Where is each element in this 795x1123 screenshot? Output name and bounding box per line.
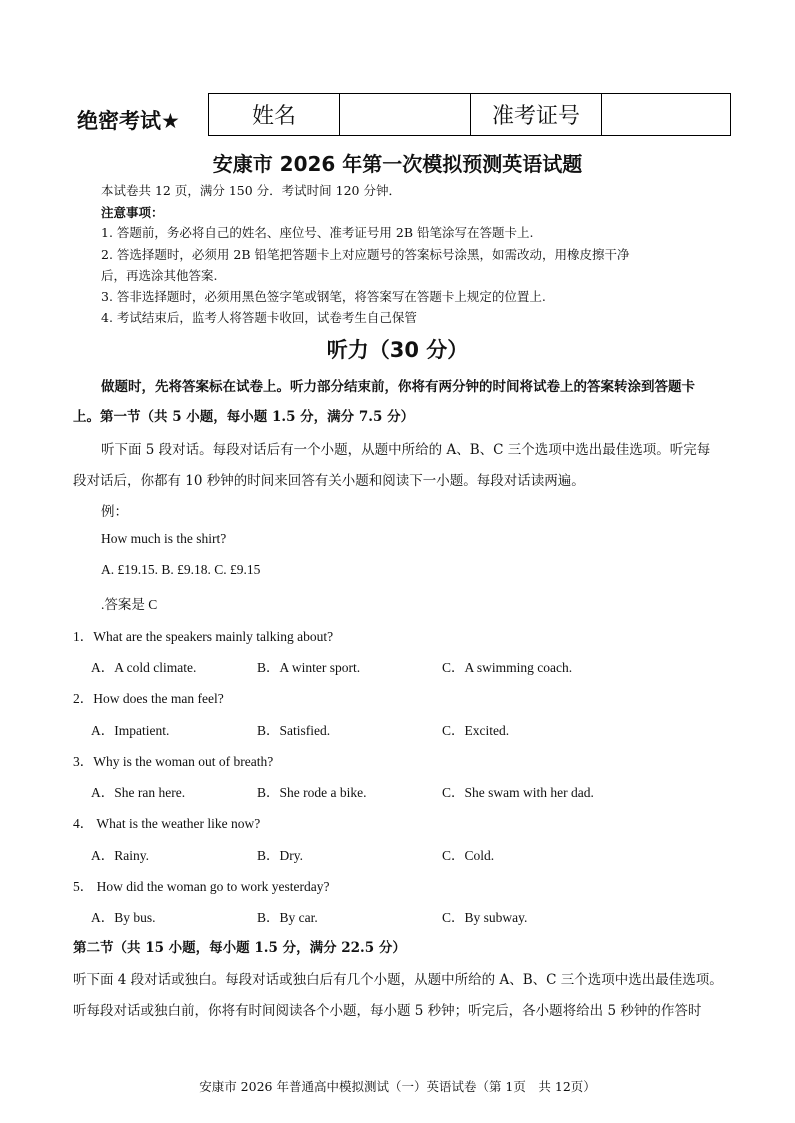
page-title: 安康市 2026 年第一次模拟预测英语试题 xyxy=(212,152,583,176)
notice-item: 2. 答选择题时，必须用 2B 铅笔把答题卡上对应题号的答案标号涂黑，如需改动，用橡皮擦干净 xyxy=(101,247,630,262)
name-field[interactable] xyxy=(340,94,471,136)
intro-text: 本试卷共 12 页，满分 150 分．考试时间 120 分钟． xyxy=(101,183,401,198)
option-a: A．Impatient. xyxy=(91,723,170,738)
option-b: B．A winter sport. xyxy=(257,660,361,675)
part2-description: 听每段对话或独白前，你将有时间阅读各个小题，每小题 5 秒钟；听完后，各小题将给出 5 秒钟的作答时 xyxy=(73,1003,702,1019)
notice-item: 3. 答非选择题时，必须用黑色签字笔或钢笔，将答案写在答题卡上规定的位置上. xyxy=(101,289,546,304)
question: 5． How did the woman go to work yesterday? xyxy=(73,879,330,894)
exam-id-label: 准考证号 xyxy=(471,94,602,136)
listening-instruction: 做题时，先将答案标在试卷上。听力部分结束前，你将有两分钟的时间将试卷上的答案转涂到答题卡 xyxy=(101,379,695,395)
exam-id-field[interactable] xyxy=(602,94,731,136)
example-question: How much is the shirt? xyxy=(101,531,227,546)
option-a: A．A cold climate. xyxy=(91,660,197,675)
question: 1．What are the speakers mainly talking about? xyxy=(73,629,334,644)
option-c: C．She swam with her dad. xyxy=(442,785,594,800)
option-b: B．By car. xyxy=(257,910,318,925)
option-c: C．A swimming coach. xyxy=(442,660,573,675)
example-options: A. £19.15. B. £9.18. C. £9.15 xyxy=(101,562,261,577)
option-c: C．Cold. xyxy=(442,848,495,863)
option-c: C．By subway. xyxy=(442,910,528,925)
candidate-info-table xyxy=(208,93,731,136)
option-a: A．By bus. xyxy=(91,910,156,925)
option-b: B．She rode a bike. xyxy=(257,785,367,800)
listening-heading: 听力（30 分） xyxy=(326,338,469,362)
example-answer: .答案是 C xyxy=(101,597,158,612)
notice-item: 1. 答题前，务必将自己的姓名、座位号、准考证号用 2B 铅笔涂写在答题卡上. xyxy=(101,225,534,240)
page-footer: 安康市 2026 年普通高中模拟测试（一）英语试卷（第 1页 共 12页） xyxy=(199,1079,596,1094)
listening-instruction: 上。第一节（共 5 小题，每小题 1.5 分，满分 7.5 分） xyxy=(73,409,415,425)
question: 3．Why is the woman out of breath? xyxy=(73,754,274,769)
part1-description: 段对话后，你都有 10 秒钟的时间来回答有关小题和阅读下一小题。每段对话读两遍。 xyxy=(73,473,585,489)
name-label: 姓名 xyxy=(209,94,340,136)
secret-label: 绝密考试★ xyxy=(77,109,180,133)
option-b: B．Dry. xyxy=(257,848,303,863)
example-label: 例： xyxy=(101,504,128,520)
question: 4． What is the weather like now? xyxy=(73,816,261,831)
part1-description: 听下面 5 段对话。每段对话后有一个小题，从题中所给的 A、B、C 三个选项中选出最佳选项。听完每 xyxy=(101,442,711,458)
part2-heading: 第二节（共 15 小题，每小题 1.5 分，满分 22.5 分） xyxy=(73,940,406,956)
option-c: C．Excited. xyxy=(442,723,510,738)
option-a: A．She ran here. xyxy=(91,785,186,800)
option-a: A．Rainy. xyxy=(91,848,149,863)
notice-heading: 注意事项： xyxy=(101,205,164,220)
notice-item: 后，再选涂其他答案. xyxy=(101,268,218,283)
notice-item: 4. 考试结束后，监考人将答题卡收回，试卷考生自己保管 xyxy=(101,310,417,325)
question: 2．How does the man feel? xyxy=(73,691,224,706)
option-b: B．Satisfied. xyxy=(257,723,331,738)
part2-description: 听下面 4 段对话或独白。每段对话或独白后有几个小题，从题中所给的 A、B、C 三个选项中选出最佳选项。 xyxy=(73,972,723,988)
